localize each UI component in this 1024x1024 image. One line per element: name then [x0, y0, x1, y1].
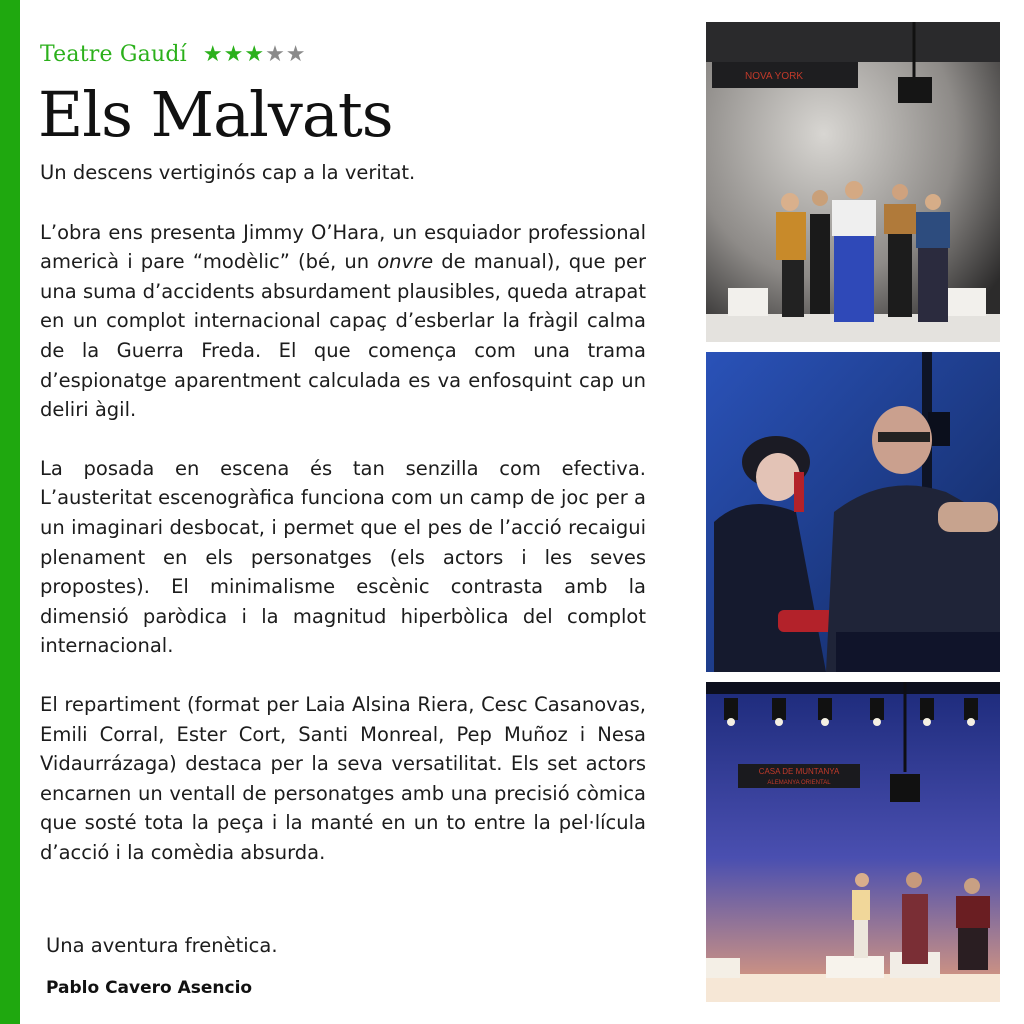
author-name: Pablo Cavero Asencio	[46, 978, 253, 998]
venue-name: Teatre Gaudí	[40, 42, 187, 67]
star-icon: ★	[285, 42, 307, 67]
stage-photo-telephone	[706, 352, 1000, 672]
review-body	[40, 158, 646, 896]
sign-nova-york: NOVA YORK	[745, 71, 803, 82]
paragraph-3: El repartiment (format per Laia Alsina Riera, Cesc Casanovas, Emili Corral, Ester Cort, Santi Monreal, Pep Muñoz i Nesa Vidaurrázaga) destaca per la seva versatilitat. Els set actors encarnen un ventall de personatges amb una precisió còmica que sosté tota la peça i la manté en un to entre la pel·lícula d’acció i la comèdia absurda.	[40, 692, 646, 864]
sign-casa-de-muntanya: CASA DE MUNTANYA	[758, 767, 840, 776]
star-rating	[203, 42, 307, 67]
star-icon: ★	[202, 42, 224, 67]
closing-line: Una aventura frenètica.	[46, 934, 278, 957]
paragraph-2: La posada en escena és tan senzilla com efectiva. L’austeritat escenogràfica funciona com un camp de joc per a un imaginari desbocat, i permet que el pes de l’acció recaigui plenament en els personatges (els actors i les seves propostes). El minimalisme escènic contrasta amb la dimensió paròdica i la magnitud hiperbòlica del complot internacional.	[40, 456, 646, 658]
star-icon: ★	[244, 42, 266, 67]
sign-alemanya-oriental: ALEMANYA ORIENTAL	[767, 780, 831, 786]
subtitle: Un descens vertiginós cap a la veritat.	[40, 161, 416, 184]
review-header	[40, 42, 307, 67]
page-title: Els Malvats	[38, 78, 393, 151]
stage-photo-new-york	[706, 22, 1000, 342]
stage-photo-mountain-house	[706, 682, 1000, 1002]
accent-bar	[0, 0, 20, 1024]
star-icon: ★	[223, 42, 245, 67]
star-icon: ★	[265, 42, 286, 67]
paragraph-1: L’obra ens presenta Jimmy O’Hara, un esquiador professional americà i pare “modèlic” (bé, un onvre de manual), que per una suma d’accidents absurdament plausibles, queda atrapat en un complot internacional capaç d’esberlar la fràgil calma de la Guerra Freda. El que comença com una trama d’espionatge aparentment calculada es va enfosquint cap un deliri àgil.	[40, 220, 647, 422]
